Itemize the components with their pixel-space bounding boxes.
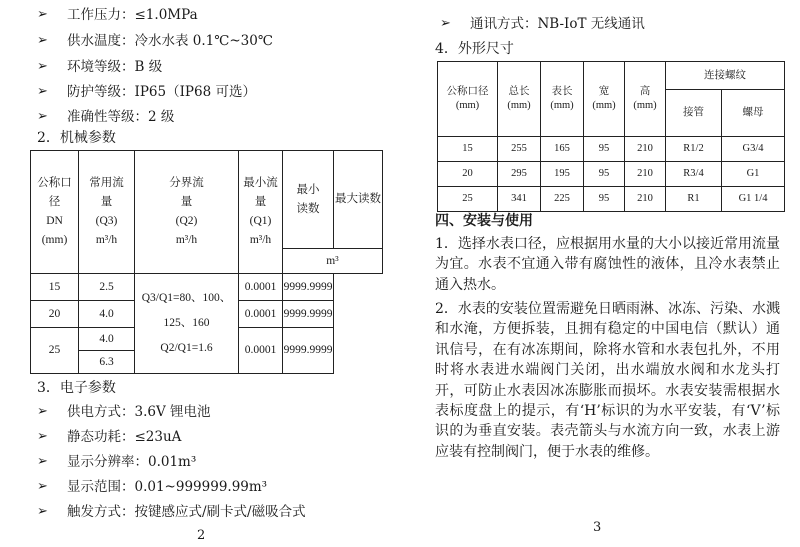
cell-pipe-thread: R1/2 — [666, 137, 722, 162]
cell-min-reading: 0.0001 — [239, 328, 283, 374]
cell-q3: 4.0 — [79, 301, 135, 328]
header-min-reading: 最小 读数 — [283, 151, 334, 249]
install-paragraph-1: 1．选择水表口径，应根据用水量的大小以接近常用流量为宜。水表不宜通入带有腐蚀性的液体，且冷水表禁止通入热水。 — [435, 236, 780, 293]
cell-nut-thread: G1 1/4 — [722, 187, 785, 212]
bullet-icon: ➢ — [37, 109, 48, 124]
cell-total-length: 295 — [498, 162, 541, 187]
cell-min-reading: 0.0001 — [239, 274, 283, 301]
bullet-icon: ➢ — [37, 59, 48, 74]
header-transitional-flow: 分界流 量 (Q2) m³/h — [135, 151, 239, 274]
table-row — [438, 162, 785, 187]
bullet-icon: ➢ — [37, 7, 48, 22]
mechanical-params-heading: 2．机械参数 — [37, 130, 116, 146]
cell-total-length: 341 — [498, 187, 541, 212]
cell-pipe-thread: R1 — [666, 187, 722, 212]
header-total-length: 总长 (mm) — [498, 62, 541, 137]
bullet-icon: ➢ — [37, 429, 48, 444]
header-width: 宽 (mm) — [584, 62, 625, 137]
cell-width: 95 — [584, 137, 625, 162]
header-permanent-flow: 常用流 量 (Q3) m³/h — [79, 151, 135, 274]
cell-meter-length: 165 — [541, 137, 584, 162]
spec-static-power: 静态功耗：≤23uA — [67, 429, 182, 445]
cell-dn: 15 — [438, 137, 498, 162]
cell-height: 210 — [625, 137, 666, 162]
bullet-icon: ➢ — [37, 404, 48, 419]
cell-min-reading: 0.0001 — [239, 301, 283, 328]
spec-display-resolution: 显示分辨率：0.01m³ — [67, 454, 197, 470]
cell-width: 95 — [584, 162, 625, 187]
bullet-icon: ➢ — [37, 454, 48, 469]
bullet-icon: ➢ — [37, 504, 48, 519]
spec-protection-class: 防护等级：IP65（IP68 可选） — [67, 84, 256, 100]
flow-ratio-cell: Q3/Q1=80、100、 125、160 Q2/Q1=1.6 — [135, 274, 239, 374]
cell-nut-thread: G1 — [722, 162, 785, 187]
cell-width: 95 — [584, 187, 625, 212]
cell-q3: 2.5 — [79, 274, 135, 301]
cell-pipe-thread: R3/4 — [666, 162, 722, 187]
bullet-icon: ➢ — [37, 33, 48, 48]
cell-dn: 20 — [31, 301, 79, 328]
cell-q3: 4.0 — [79, 328, 135, 351]
spec-accuracy-class: 准确性等级：2 级 — [67, 109, 175, 125]
cell-height: 210 — [625, 187, 666, 212]
spec-working-pressure: 工作压力：≤1.0MPa — [67, 7, 198, 23]
install-paragraph-2: 2．水表的安装位置需避免日晒雨淋、冰冻、污染、水溅和水淹，方便拆装，且拥有稳定的中国电信（默认）通讯信号，在有冰冻期间，除将水管和水表包扎外，不用时将水表进水端阀门关闭，出水端放水阀和水龙头打开，可防止水表因冰冻膨胀而损坏。水表安装需根据水表标度盘上的提示，有‘H’标识的为水平安装，有‘V’标识的为垂直安装。表壳箭头与水流方向一致，水表上游应装有控制阀门，便于水表的维修。 — [435, 301, 780, 460]
cell-max-reading: 9999.9999 — [283, 274, 334, 301]
cell-height: 210 — [625, 162, 666, 187]
page-number: 3 — [593, 520, 602, 535]
cell-dn: 15 — [31, 274, 79, 301]
bullet-icon: ➢ — [37, 479, 48, 494]
cell-dn: 25 — [438, 187, 498, 212]
bullet-icon: ➢ — [440, 16, 451, 31]
spec-environment-class: 环境等级：B 级 — [67, 59, 163, 75]
header-pipe-thread: 接管 — [666, 90, 722, 137]
header-nominal-diameter: 公称口径 (mm) — [438, 62, 498, 137]
bullet-icon: ➢ — [37, 84, 48, 99]
page-number: 2 — [197, 528, 206, 543]
dimensions-heading: 4．外形尺寸 — [435, 41, 514, 57]
cell-meter-length: 225 — [541, 187, 584, 212]
header-nominal-diameter: 公称口 径 DN (mm) — [31, 151, 79, 274]
header-connection-thread: 连接螺纹 — [666, 62, 785, 90]
spec-power-supply: 供电方式：3.6V 锂电池 — [67, 404, 211, 420]
cell-q3: 6.3 — [79, 351, 135, 374]
cell-dn: 20 — [438, 162, 498, 187]
cell-max-reading: 9999.9999 — [283, 328, 334, 374]
install-use-heading: 四、安装与使用 — [435, 213, 533, 229]
cell-meter-length: 195 — [541, 162, 584, 187]
dimensions-table — [437, 61, 785, 212]
table-row — [438, 137, 785, 162]
header-max-reading: 最大读数 — [334, 151, 383, 249]
spec-display-range: 显示范围：0.01~999999.99m³ — [67, 479, 268, 495]
cell-total-length: 255 — [498, 137, 541, 162]
spec-trigger-mode: 触发方式：按键感应式/刷卡式/磁吸合式 — [67, 504, 306, 520]
table-row — [31, 274, 383, 301]
table-row — [438, 187, 785, 212]
mechanical-params-table — [30, 150, 383, 374]
header-nut-thread: 螺母 — [722, 90, 785, 137]
header-height: 高 (mm) — [625, 62, 666, 137]
cell-dn: 25 — [31, 328, 79, 374]
cell-max-reading: 9999.9999 — [283, 301, 334, 328]
spec-water-temperature: 供水温度：冷水水表 0.1℃~30℃ — [67, 33, 273, 49]
spec-communication: 通讯方式：NB-IoT 无线通讯 — [470, 16, 645, 32]
cell-nut-thread: G3/4 — [722, 137, 785, 162]
electronic-params-heading: 3．电子参数 — [37, 380, 116, 396]
reading-unit: m³ — [283, 249, 383, 274]
header-minimum-flow: 最小流 量 (Q1) m³/h — [239, 151, 283, 274]
right-page — [415, 0, 800, 547]
header-meter-length: 表长 (mm) — [541, 62, 584, 137]
